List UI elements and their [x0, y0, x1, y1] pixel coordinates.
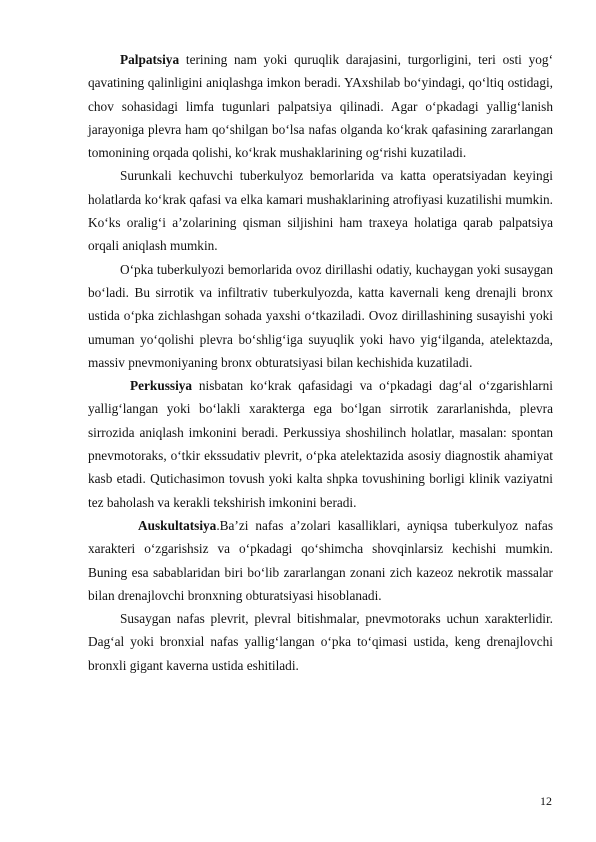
paragraph-perkussiya — [88, 374, 553, 514]
paragraph-palpatsiya — [88, 48, 553, 164]
term-palpatsiya: Palpatsiya — [120, 52, 180, 67]
paragraph-text: Susaygan nafas plevrit, plevral bitishmalar, pnevmotoraks uchun xarakterlidir. Dag‘al yoki bronxial nafas yallig‘langan o‘pka to‘qimasi ustida, keng drenajlovchi bronxli gigant kaverna ustida eshitiladi. — [88, 611, 553, 673]
paragraph-text: O‘pka tuberkulyozi bemorlarida ovoz dirillashi odatiy, kuchaygan yoki susaygan bo‘ladi. Bu sirrotik va infiltrativ tuberkulyozda, katta kavernali keng drenajli bronx ustida o‘pka zichlashgan sohada yaxshi o‘tkaziladi. Ovoz dirillashining susayishi yoki umuman yo‘qolishi plevra bo‘shlig‘iga suyuqlik yoki havo yig‘ilganda, atelektazda, massiv pnevmoniyaning bronx obturatsiyasi bilan kechishida kuzatiladi. — [88, 261, 553, 370]
paragraph-auskultatsiya — [88, 514, 553, 607]
paragraph-text: .Ba’zi nafas a’zolari kasalliklari, ayniqsa tuberkulyoz nafas xarakteri o‘zgarishsiz va o‘pkadagi qo‘shimcha shovqinlarsiz kechishi mumkin. Buning esa sabablaridan biri bo‘lib zararlangan zonani zich kazeoz nekrotik massalar bilan drenajlovchi bronxning obturatsiyasi hisoblanadi. — [88, 517, 553, 603]
paragraph-surunkali — [88, 164, 553, 257]
document-body — [88, 48, 553, 677]
paragraph-text: Surunkali kechuvchi tuberkulyoz bemorlarida va katta operatsiyadan keyingi holatlarda ko‘krak qafasi va elka kamari mushaklarining atrofiyasi kuzatilishi mumkin. Ko‘ks oralig‘i a’zolarining qisman siljishini ham traxeya holatiga qarab palpatsiya orqali aniqlash mumkin. — [88, 168, 553, 254]
page-number: 12 — [540, 794, 552, 808]
paragraph-susaygan-nafas — [88, 607, 553, 677]
term-auskultatsiya: Auskultatsiya — [138, 517, 217, 533]
term-perkussiya: Perkussiya — [130, 378, 193, 394]
paragraph-text: nisbatan ko‘krak qafasidagi va o‘pkadagi dag‘al o‘zgarishlarni yallig‘langan yoki bo‘lakli xarakterga ega bo‘lgan sirrotik zararlanishda, plevra sirrozida aniqlash imkonini beradi. Perkussiya shoshilinch holatlar, masalan: spontan pnevmotoraks, o‘tkir ekssudativ plevrit, o‘pka atelektazida asosiy diagnostik ahamiyat kasb etadi. Qutichasimon tovush yoki kalta shpka tovushining borligi klinik vaziyatni tez baholash va kerakli tekshirish imkonini beradi. — [88, 378, 553, 510]
paragraph-ovoz-dirillashi — [88, 258, 553, 374]
paragraph-text: terining nam yoki quruqlik darajasini, turgorligini, teri osti yog‘ qavatining qalinligini aniqlashga imkon beradi. YAxshilab bo‘yindagi, qo‘ltiq ostidagi, chov sohasidagi limfa tugunlari palpatsiya qilinadi. Agar o‘pkadagi yallig‘lanish jarayoniga plevra ham qo‘shilgan bo‘lsa nafas olganda ko‘krak qafasining zararlangan tomonining orqada qolishi, ko‘krak mushaklarining og‘rishi kuzatiladi. — [88, 52, 553, 161]
